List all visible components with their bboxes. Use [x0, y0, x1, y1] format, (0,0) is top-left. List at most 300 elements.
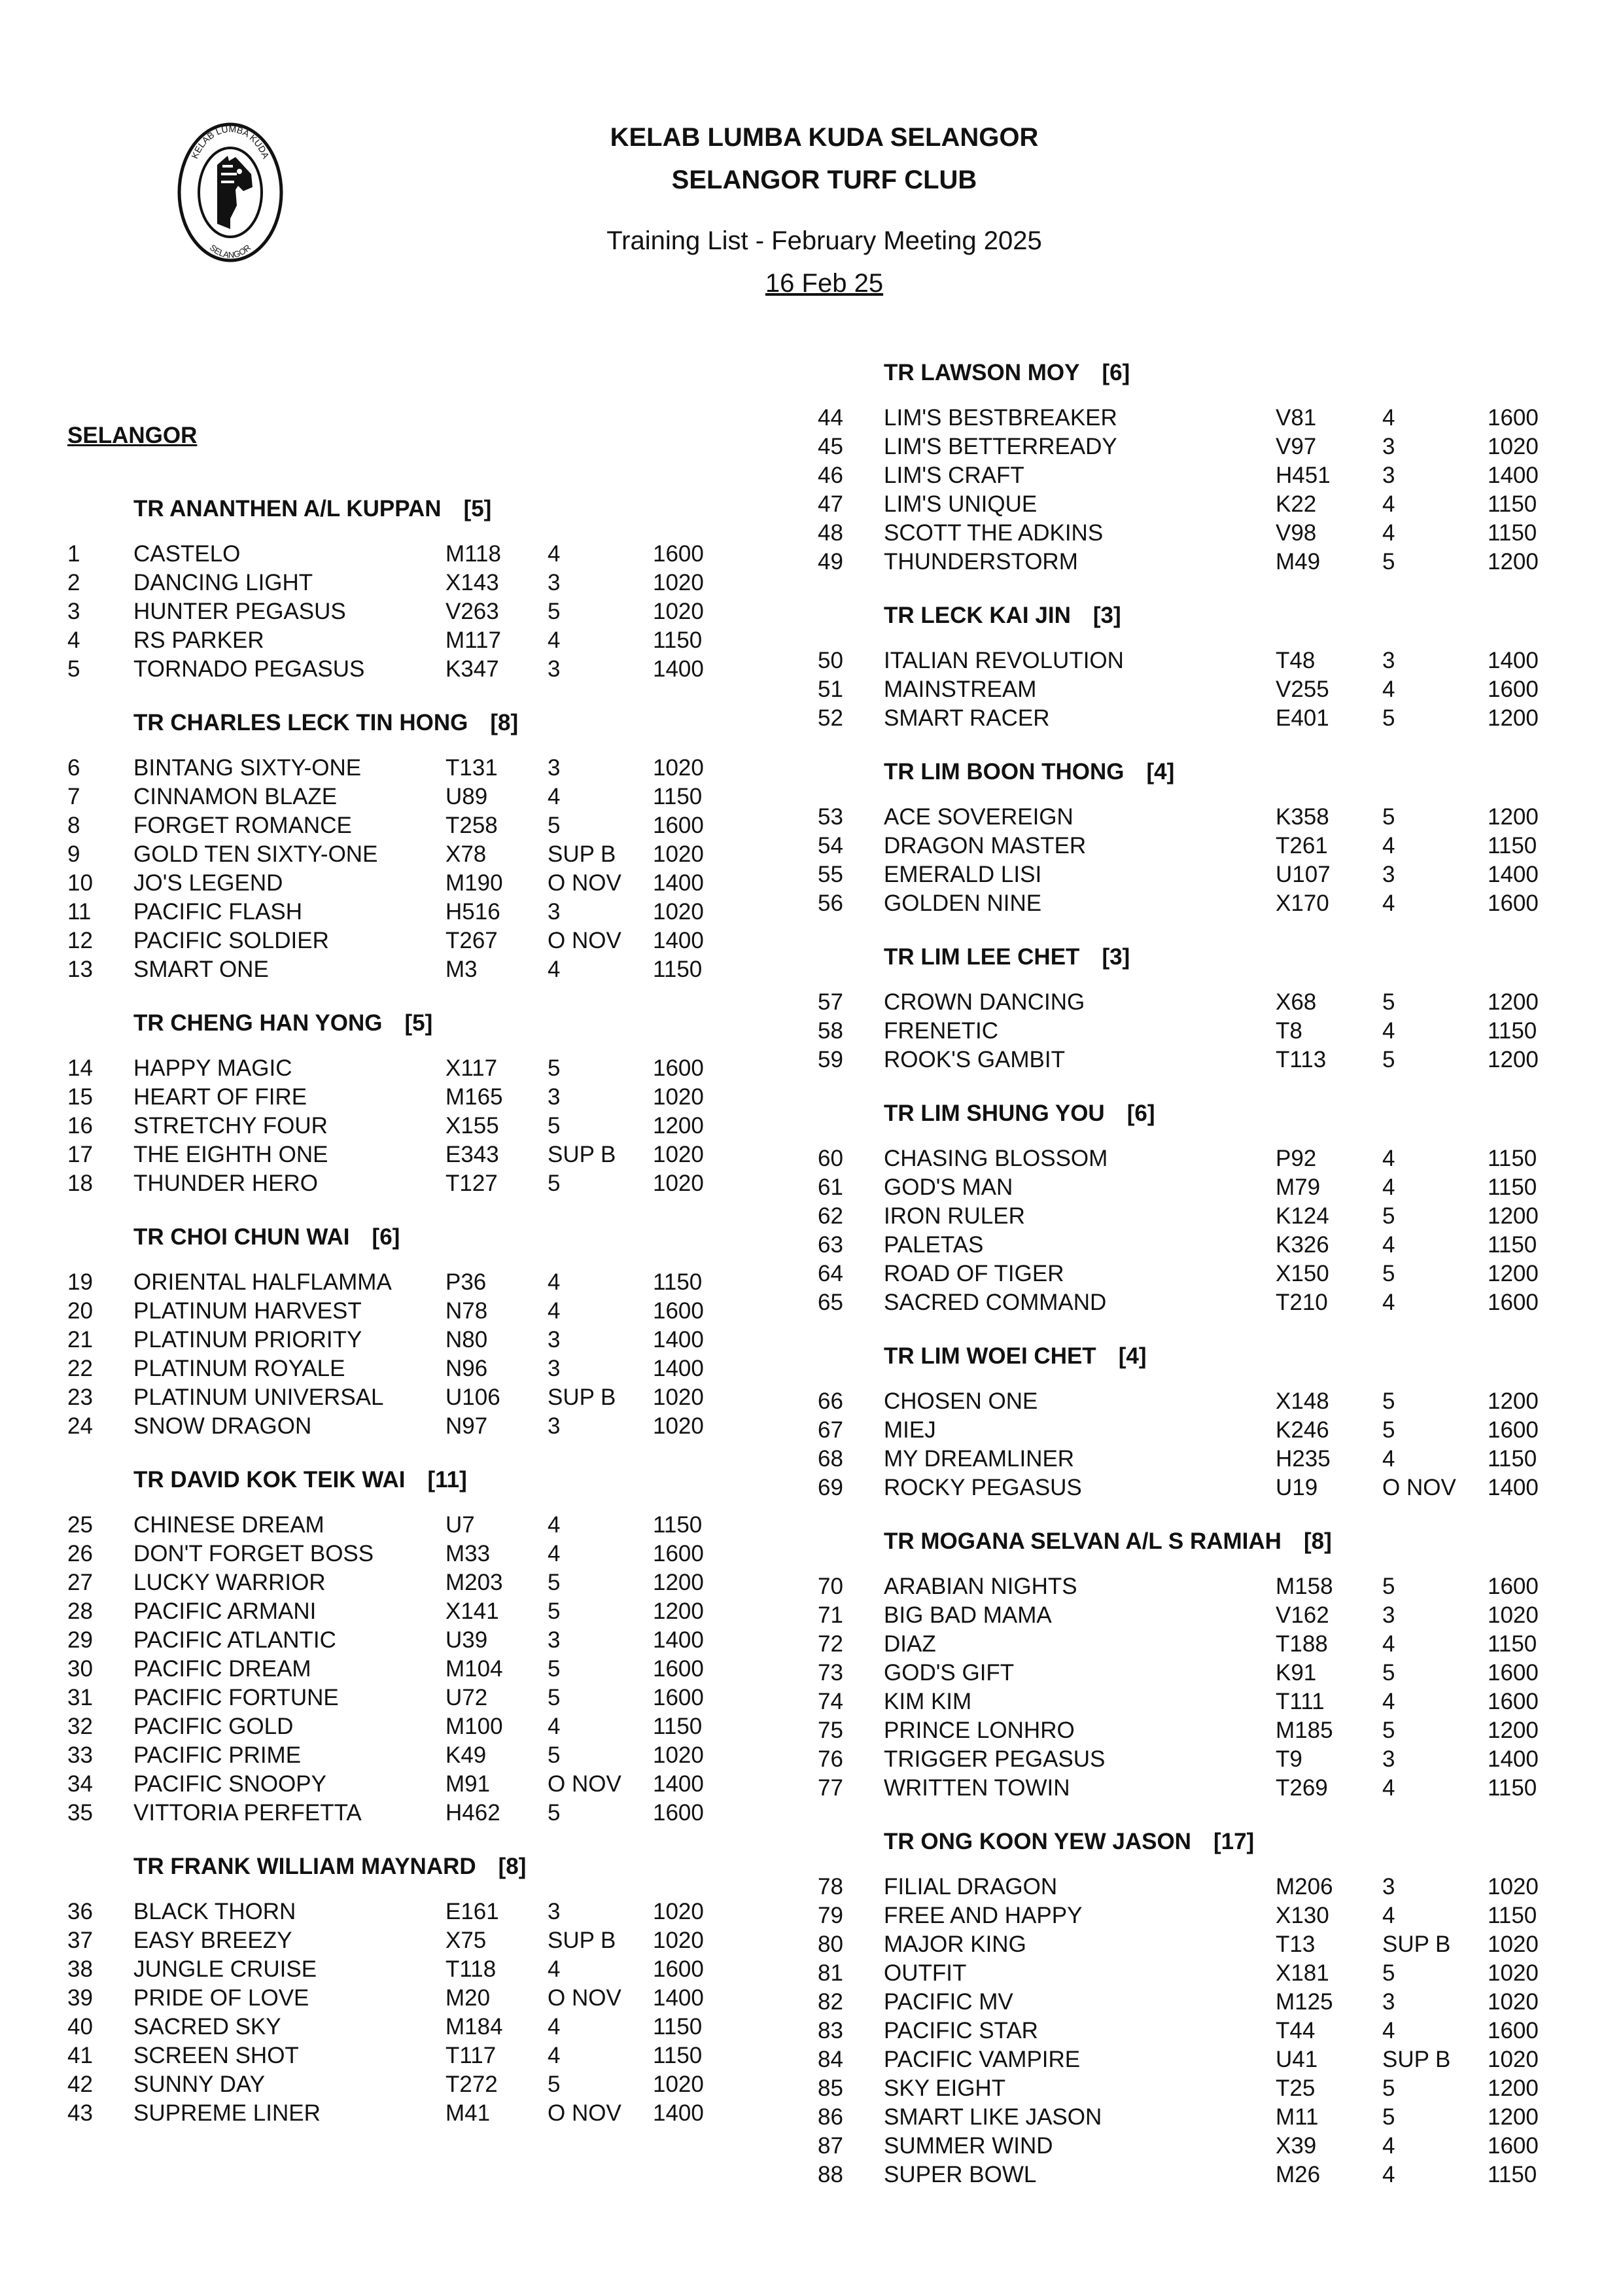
horse-brand: X130: [1276, 1903, 1329, 1928]
horse-brand: X155: [445, 1113, 499, 1139]
horse-class: 4: [1382, 405, 1395, 431]
horse-class: SUP B: [548, 1142, 616, 1167]
horse-row: [818, 1387, 1557, 1416]
horse-brand: M41: [445, 2100, 491, 2126]
distance: 1200: [1488, 1388, 1539, 1414]
horse-class: 4: [1382, 2133, 1395, 2159]
horse-name: PACIFIC STAR: [884, 2018, 1038, 2043]
horse-number: 12: [67, 928, 93, 953]
horse-number: 9: [67, 841, 80, 867]
horse-name: CROWN DANCING: [884, 989, 1085, 1015]
horse-class: 4: [1382, 1631, 1395, 1657]
horse-number: 14: [67, 1055, 93, 1081]
horse-brand: K246: [1276, 1417, 1329, 1443]
horse-class: 5: [1382, 1660, 1395, 1686]
horse-row: [67, 1684, 722, 1712]
distance: 1200: [653, 1598, 704, 1624]
horse-class: 4: [548, 1956, 561, 1982]
horse-brand: M33: [445, 1541, 491, 1566]
horse-row: [67, 840, 722, 869]
distance: 1020: [1488, 1932, 1539, 1957]
horse-number: 49: [818, 549, 843, 574]
distance: 1150: [653, 784, 703, 809]
horse-row: [67, 811, 722, 840]
horse-name: LIM'S BESTBREAKER: [884, 405, 1117, 431]
distance: 1600: [653, 1956, 704, 1982]
distance: 1020: [653, 599, 704, 624]
horse-name: JO'S LEGEND: [133, 870, 283, 896]
horse-name: PACIFIC FLASH: [133, 899, 303, 925]
trainer-horse-count: [4]: [1146, 759, 1175, 785]
trainer-name: TR CHARLES LECK TIN HONG: [133, 710, 468, 735]
horse-brand: T44: [1276, 2018, 1316, 2043]
horse-name: PACIFIC GOLD: [133, 1714, 294, 1739]
horse-number: 85: [818, 2075, 843, 2101]
distance: 1600: [1488, 1417, 1539, 1443]
horse-name: CHOSEN ONE: [884, 1388, 1038, 1414]
distance: 1600: [1488, 1689, 1539, 1714]
horse-number: 47: [818, 491, 843, 517]
horse-class: 5: [548, 599, 561, 624]
distance: 1020: [653, 755, 704, 781]
distance: 1200: [1488, 2104, 1539, 2130]
horse-row: [818, 1659, 1557, 1687]
horse-brand: V263: [445, 599, 499, 624]
distance: 1020: [1488, 1874, 1539, 1899]
horse-name: ACE SOVEREIGN: [884, 804, 1073, 830]
horse-number: 8: [67, 813, 80, 838]
horse-row: [818, 646, 1557, 675]
horse-row: [818, 490, 1557, 519]
trainer-horse-count: [3]: [1102, 944, 1130, 970]
horse-class: 5: [1382, 1203, 1395, 1229]
horse-number: 1: [67, 541, 80, 567]
horse-number: 68: [818, 1446, 843, 1472]
distance: 1400: [1488, 862, 1539, 887]
trainer-heading: [884, 1099, 1557, 1128]
horse-brand: M79: [1276, 1174, 1321, 1200]
trainer-group: [67, 1009, 722, 1198]
horse-number: 45: [818, 434, 843, 459]
horse-number: 63: [818, 1232, 843, 1258]
horse-row: [818, 461, 1557, 490]
horse-name: STRETCHY FOUR: [133, 1113, 328, 1139]
horse-row: [67, 1597, 722, 1626]
horse-row: [818, 1288, 1557, 1317]
distance: 1600: [653, 1685, 704, 1710]
distance: 1020: [653, 899, 704, 925]
trainer-heading: [133, 495, 722, 523]
trainer-heading: [884, 1342, 1557, 1371]
horse-number: 16: [67, 1113, 93, 1139]
horse-row: [818, 404, 1557, 433]
distance: 1020: [1488, 1989, 1539, 2015]
horse-name: LIM'S CRAFT: [884, 463, 1024, 488]
horse-number: 83: [818, 2018, 843, 2043]
horse-row: [67, 1083, 722, 1112]
horse-name: TORNADO PEGASUS: [133, 656, 365, 682]
horse-row: [818, 2132, 1557, 2161]
horse-class: 4: [1382, 1174, 1395, 1200]
horse-row: [818, 704, 1557, 733]
horse-row: [818, 1173, 1557, 1202]
horse-row: [818, 1572, 1557, 1601]
trainer-name: TR LECK KAI JIN: [884, 603, 1071, 628]
distance: 1020: [653, 1413, 704, 1439]
distance: 1400: [1488, 1475, 1539, 1500]
distance: 1150: [653, 1714, 703, 1739]
horse-name: SACRED COMMAND: [884, 1290, 1107, 1315]
horse-brand: M11: [1276, 2104, 1319, 2130]
horse-class: 5: [1382, 1261, 1395, 1286]
horse-row: [818, 1959, 1557, 1988]
horse-number: 28: [67, 1598, 93, 1624]
horse-brand: K326: [1276, 1232, 1329, 1258]
horse-name: SACRED SKY: [133, 2014, 281, 2040]
distance: 1020: [653, 1742, 704, 1768]
distance: 1200: [1488, 705, 1539, 731]
horse-name: TRIGGER PEGASUS: [884, 1746, 1106, 1772]
distance: 1400: [653, 1327, 704, 1352]
trainer-horse-count: [6]: [1102, 360, 1130, 385]
horse-brand: M91: [445, 1771, 491, 1797]
club-name-english: SELANGOR TURF CLUB: [671, 166, 977, 194]
horse-row: [67, 1568, 722, 1597]
distance: 1600: [653, 1800, 704, 1826]
horse-class: 3: [1382, 463, 1395, 488]
trainer-horse-count: [8]: [490, 710, 519, 735]
horse-row: [818, 433, 1557, 461]
trainer-name: TR ANANTHEN A/L KUPPAN: [133, 496, 442, 521]
horse-brand: X117: [445, 1055, 498, 1081]
horse-name: PRINCE LONHRO: [884, 1718, 1075, 1743]
horse-name: HUNTER PEGASUS: [133, 599, 346, 624]
horse-number: 71: [818, 1602, 843, 1628]
trainer-horse-count: [6]: [372, 1224, 400, 1250]
horse-brand: M184: [445, 2014, 503, 2040]
horse-brand: U72: [445, 1685, 488, 1710]
horse-name: SCOTT THE ADKINS: [884, 520, 1104, 546]
horse-name: HEART OF FIRE: [133, 1084, 307, 1110]
horse-brand: H451: [1276, 463, 1331, 488]
horse-class: O NOV: [548, 1985, 621, 2011]
distance: 1150: [1488, 1174, 1537, 1200]
horse-number: 29: [67, 1627, 93, 1653]
horse-name: PACIFIC MV: [884, 1989, 1013, 2015]
distance: 1020: [1488, 434, 1539, 459]
horse-name: EMERALD LISI: [884, 862, 1042, 887]
horse-class: 3: [548, 656, 561, 682]
horse-number: 24: [67, 1413, 93, 1439]
horse-brand: N96: [445, 1356, 488, 1381]
trainer-horse-count: [5]: [463, 496, 492, 521]
horse-row: [67, 1383, 722, 1412]
distance: 1200: [1488, 1261, 1539, 1286]
trainer-heading: [133, 1466, 722, 1494]
horse-class: 4: [548, 1298, 561, 1324]
distance: 1020: [653, 1899, 704, 1924]
horse-name: GOLDEN NINE: [884, 891, 1042, 916]
trainer-group: [818, 1527, 1557, 1803]
horse-name: SKY EIGHT: [884, 2075, 1006, 2101]
horse-name: ROCKY PEGASUS: [884, 1475, 1082, 1500]
document-title: Training List - February Meeting 2025: [606, 226, 1042, 255]
horse-brand: H235: [1276, 1446, 1331, 1472]
horse-number: 11: [67, 899, 92, 925]
trainer-group: [818, 359, 1557, 576]
horse-name: LUCKY WARRIOR: [133, 1570, 326, 1595]
horse-number: 81: [818, 1960, 843, 1986]
horse-class: O NOV: [1382, 1475, 1456, 1500]
distance: 1200: [1488, 2075, 1539, 2101]
distance: 1150: [653, 1512, 703, 1538]
distance: 1150: [1488, 2162, 1537, 2187]
horse-class: 4: [1382, 1146, 1395, 1171]
horse-number: 20: [67, 1298, 93, 1324]
horse-row: [818, 1260, 1557, 1288]
distance: 1600: [1488, 1660, 1539, 1686]
distance: 1150: [1488, 491, 1537, 517]
horse-class: 3: [1382, 434, 1395, 459]
horse-row: [818, 1873, 1557, 1901]
horse-brand: M125: [1276, 1989, 1333, 2015]
trainer-group: [67, 495, 722, 684]
horse-class: 5: [1382, 1960, 1395, 1986]
horse-number: 52: [818, 705, 843, 731]
trainer-heading: [133, 709, 722, 737]
horse-row: [67, 1511, 722, 1540]
horse-number: 87: [818, 2133, 843, 2159]
horse-row: [67, 569, 722, 597]
horse-brand: K49: [445, 1742, 487, 1768]
horse-class: O NOV: [548, 870, 621, 896]
trainer-heading: [133, 1852, 722, 1881]
horse-row: [67, 1054, 722, 1083]
horse-name: PLATINUM ROYALE: [133, 1356, 345, 1381]
trainer-group: [67, 1852, 722, 2128]
horse-brand: U39: [445, 1627, 488, 1653]
horse-row: [818, 2017, 1557, 2045]
horse-brand: X141: [445, 1598, 499, 1624]
horse-row: [67, 955, 722, 984]
horse-row: [818, 2103, 1557, 2132]
distance: 1150: [1488, 520, 1537, 546]
horse-row: [67, 1412, 722, 1441]
horse-brand: M118: [445, 541, 501, 567]
horse-row: [67, 1770, 722, 1799]
horse-row: [67, 2041, 722, 2070]
horse-class: 5: [548, 1656, 561, 1682]
horse-brand: U7: [445, 1512, 475, 1538]
horse-brand: X68: [1276, 989, 1317, 1015]
horse-class: 4: [548, 1541, 561, 1566]
horse-name: PALETAS: [884, 1232, 984, 1258]
horse-class: 4: [1382, 891, 1395, 916]
horse-name: SMART RACER: [884, 705, 1050, 731]
horse-class: 4: [1382, 1903, 1395, 1928]
distance: 1020: [1488, 2047, 1539, 2072]
horse-class: O NOV: [548, 1771, 621, 1797]
horse-name: SUNNY DAY: [133, 2072, 265, 2097]
horse-number: 60: [818, 1146, 843, 1171]
horse-row: [67, 540, 722, 569]
horse-row: [818, 1988, 1557, 2017]
distance: 1020: [653, 1142, 704, 1167]
distance: 1020: [653, 2072, 704, 2097]
horse-row: [67, 626, 722, 655]
horse-name: IRON RULER: [884, 1203, 1025, 1229]
horse-name: GOD'S MAN: [884, 1174, 1013, 1200]
horse-class: 4: [1382, 1290, 1395, 1315]
horse-name: FREE AND HAPPY: [884, 1903, 1083, 1928]
horse-class: O NOV: [548, 2100, 621, 2126]
trainer-group: [67, 1223, 722, 1441]
horse-number: 31: [67, 1685, 93, 1710]
trainer-heading: [133, 1223, 722, 1252]
distance: 1150: [653, 2014, 703, 2040]
horse-row: [818, 1144, 1557, 1173]
distance: 1200: [1488, 1718, 1539, 1743]
horse-name: PACIFIC SNOOPY: [133, 1771, 326, 1797]
horse-number: 73: [818, 1660, 843, 1686]
horse-name: DON'T FORGET BOSS: [133, 1541, 374, 1566]
horse-number: 44: [818, 405, 843, 431]
distance: 1400: [1488, 648, 1539, 673]
horse-class: 5: [1382, 989, 1395, 1015]
horse-brand: U41: [1276, 2047, 1318, 2072]
horse-name: MAJOR KING: [884, 1932, 1026, 1957]
horse-number: 84: [818, 2047, 843, 2072]
horse-class: 3: [548, 1084, 561, 1110]
horse-brand: M117: [445, 627, 501, 653]
horse-name: KIM KIM: [884, 1689, 972, 1714]
horse-number: 25: [67, 1512, 93, 1538]
horse-number: 74: [818, 1689, 843, 1714]
horse-class: 5: [548, 1570, 561, 1595]
horse-brand: T9: [1276, 1746, 1302, 1772]
trainer-heading: [884, 1527, 1557, 1556]
horse-brand: V255: [1276, 677, 1329, 702]
horse-row: [67, 655, 722, 684]
horse-row: [818, 1231, 1557, 1260]
horse-number: 13: [67, 957, 93, 982]
horse-number: 22: [67, 1356, 93, 1381]
horse-number: 32: [67, 1714, 93, 1739]
horse-class: 3: [548, 1899, 561, 1924]
distance: 1600: [1488, 891, 1539, 916]
trainer-group: [818, 943, 1557, 1074]
horse-brand: T111: [1276, 1689, 1325, 1714]
horse-class: 5: [548, 1055, 561, 1081]
horse-brand: T48: [1276, 648, 1316, 673]
horse-row: [67, 1741, 722, 1770]
horse-name: CINNAMON BLAZE: [133, 784, 338, 809]
horse-number: 35: [67, 1800, 93, 1826]
horse-number: 57: [818, 989, 843, 1015]
horse-number: 56: [818, 891, 843, 916]
distance: 1020: [653, 1928, 704, 1953]
horse-brand: T127: [445, 1171, 498, 1196]
horse-class: SUP B: [548, 1928, 616, 1953]
horse-class: 4: [1382, 1446, 1395, 1472]
horse-class: 3: [1382, 1602, 1395, 1628]
horse-row: [818, 2045, 1557, 2074]
horse-row: [818, 2074, 1557, 2103]
distance: 1200: [1488, 1203, 1539, 1229]
horse-name: SUPREME LINER: [133, 2100, 321, 2126]
horse-brand: U107: [1276, 862, 1331, 887]
trainer-horse-count: [6]: [1126, 1101, 1155, 1126]
horse-brand: M185: [1276, 1718, 1333, 1743]
horse-number: 41: [67, 2043, 93, 2068]
horse-name: BLACK THORN: [133, 1899, 296, 1924]
horse-number: 18: [67, 1171, 93, 1196]
distance: 1200: [1488, 989, 1539, 1015]
trainer-heading: [884, 758, 1557, 786]
trainer-group: [67, 709, 722, 984]
horse-name: BIG BAD MAMA: [884, 1602, 1052, 1628]
trainer-horse-count: [8]: [1303, 1528, 1332, 1554]
horse-name: DIAZ: [884, 1631, 936, 1657]
distance: 1600: [653, 1298, 704, 1324]
horse-brand: V97: [1276, 434, 1317, 459]
distance: 1600: [653, 1055, 704, 1081]
horse-row: [67, 754, 722, 783]
horse-brand: K91: [1276, 1660, 1317, 1686]
horse-row: [818, 832, 1557, 860]
horse-class: SUP B: [548, 1385, 616, 1410]
trainer-heading: [884, 359, 1557, 387]
horse-class: 3: [1382, 862, 1395, 887]
horse-number: 69: [818, 1475, 843, 1500]
horse-row: [818, 860, 1557, 889]
horse-brand: X148: [1276, 1388, 1329, 1414]
distance: 1020: [1488, 1602, 1539, 1628]
horse-brand: M158: [1276, 1574, 1333, 1599]
trainer-heading: [884, 1828, 1557, 1856]
svg-text:KELAB LUMBA KUDA: KELAB LUMBA KUDA: [189, 123, 271, 160]
distance: 1020: [653, 1385, 704, 1410]
horse-name: LIM'S BETTERREADY: [884, 434, 1117, 459]
trainer-name: TR MOGANA SELVAN A/L S RAMIAH: [884, 1528, 1282, 1554]
horse-row: [818, 803, 1557, 832]
horse-number: 40: [67, 2014, 93, 2040]
horse-class: 5: [548, 1742, 561, 1768]
horse-number: 51: [818, 677, 843, 702]
horse-name: WRITTEN TOWIN: [884, 1775, 1070, 1801]
horse-row: [818, 2161, 1557, 2189]
horse-class: 5: [1382, 705, 1395, 731]
horse-class: 4: [548, 1714, 561, 1739]
right-column: [818, 359, 1557, 2214]
distance: 1200: [653, 1113, 704, 1139]
horse-class: 5: [1382, 1574, 1395, 1599]
horse-number: 34: [67, 1771, 93, 1797]
distance: 1400: [653, 870, 704, 896]
horse-name: MAINSTREAM: [884, 677, 1037, 702]
horse-number: 77: [818, 1775, 843, 1801]
horse-class: 4: [1382, 677, 1395, 702]
horse-class: 4: [1382, 1775, 1395, 1801]
horse-brand: U89: [445, 784, 488, 809]
horse-number: 4: [67, 627, 80, 653]
horse-name: FORGET ROMANCE: [133, 813, 352, 838]
horse-number: 10: [67, 870, 93, 896]
trainer-name: TR LIM LEE CHET: [884, 944, 1080, 970]
horse-name: PACIFIC ATLANTIC: [133, 1627, 336, 1653]
horse-class: 4: [548, 541, 561, 567]
horse-brand: V162: [1276, 1602, 1329, 1628]
